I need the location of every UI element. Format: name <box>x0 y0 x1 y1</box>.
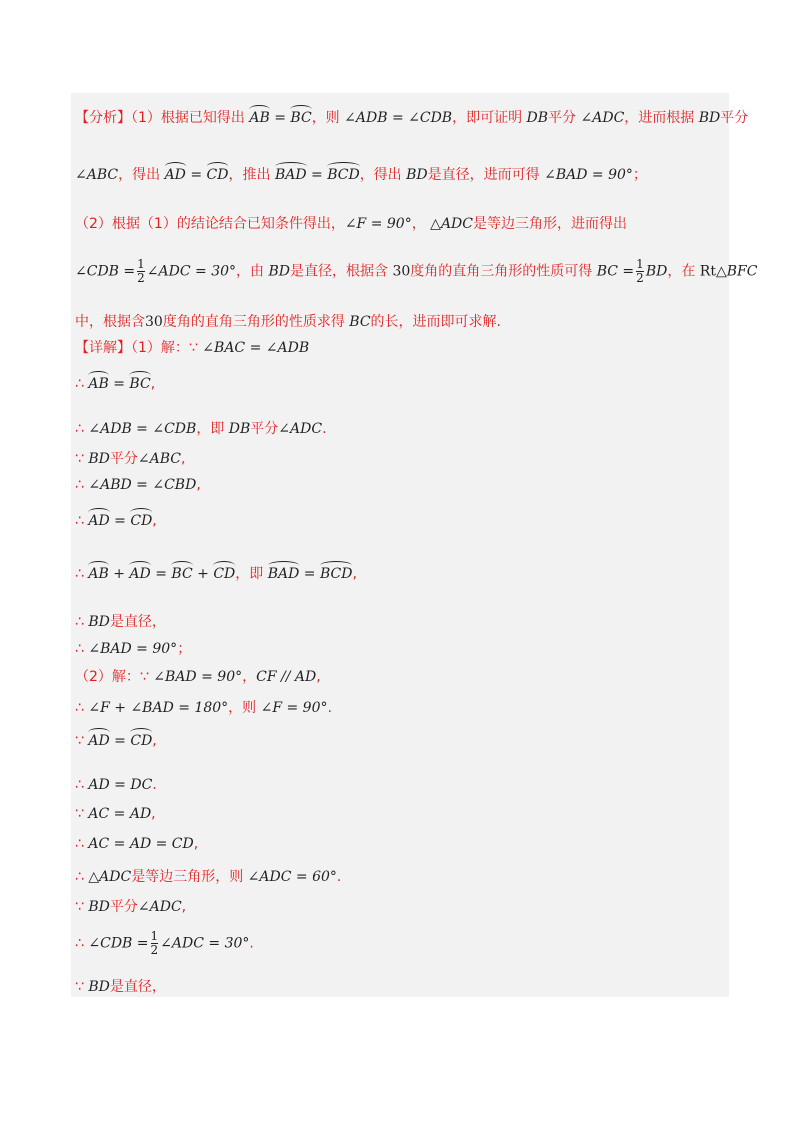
detail-line-11: ∴ ∠F + ∠BAD = 180°，则 ∠F = 90°. <box>75 700 332 716</box>
analysis-line-5: 中，根据含30度角的直角三角形的性质求得 BC的长，进而即可求解. <box>75 314 501 330</box>
detail-line-5: ∴ ∠ABD = ∠CBD, <box>75 477 201 493</box>
detail-line-7: ∴ AB + AD = BC + CD，即 BAD = BCD, <box>75 566 357 582</box>
analysis-line-4: ∠CDB = $\frac{1}{2}$ ∠ADC = 30°，由 BD是直径，根据含 30度角的直角三角形的性质可得 BC = $\frac{1}{2}$ BD，在 Rt△BFC <box>75 257 758 285</box>
detail-line-19: ∵ BD是直径， <box>75 979 166 995</box>
analysis-line-2: ∠ABC，得出 AD = CD，推出 BAD = BCD，得出 BD是直径，进而可得 ∠BAD = 90°； <box>75 167 647 183</box>
detail-line-1: 【详解】（1）解：∵ ∠BAC = ∠ADB <box>75 340 310 356</box>
analysis-line-3: （2）根据（1）的结论结合已知条件得出，∠F = 90°， △ADC是等边三角形，进而得出 <box>75 216 627 232</box>
detail-tag: 【详解】 <box>75 340 131 356</box>
detail-line-17: ∵ BD平分∠ADC, <box>75 899 187 915</box>
detail-line-16: ∴ △ADC是等边三角形，则 ∠ADC = 60°. <box>75 869 342 885</box>
detail-line-2: ∴ AB = BC, <box>75 376 156 392</box>
detail-line-14: ∵ AC = AD, <box>75 806 156 822</box>
detail-line-8: ∴ BD是直径， <box>75 614 166 630</box>
detail-line-3: ∴ ∠ADB = ∠CDB，即 DB平分∠ADC. <box>75 421 327 437</box>
detail-line-6: ∴ AD = CD, <box>75 513 157 529</box>
analysis-line-1: 【分析】（1）根据已知得出 AB = BC，则 ∠ADB = ∠CDB，即可证明 DB平分 ∠ADC，进而根据 BD平分 <box>75 110 749 126</box>
detail-line-4: ∵ BD平分∠ABC, <box>75 451 186 467</box>
detail-line-9: ∴ ∠BAD = 90°； <box>75 641 192 657</box>
detail-line-10: （2）解：∵ ∠BAD = 90°，CF // AD, <box>75 669 321 685</box>
detail-line-18: ∴ ∠CDB = $\frac{1}{2}$ ∠ADC = 30°. <box>75 929 254 957</box>
detail-line-12: ∵ AD = CD, <box>75 733 157 749</box>
analysis-tag: 【分析】 <box>75 110 131 126</box>
detail-line-15: ∴ AC = AD = CD, <box>75 836 199 852</box>
detail-line-13: ∴ AD = DC. <box>75 777 157 793</box>
